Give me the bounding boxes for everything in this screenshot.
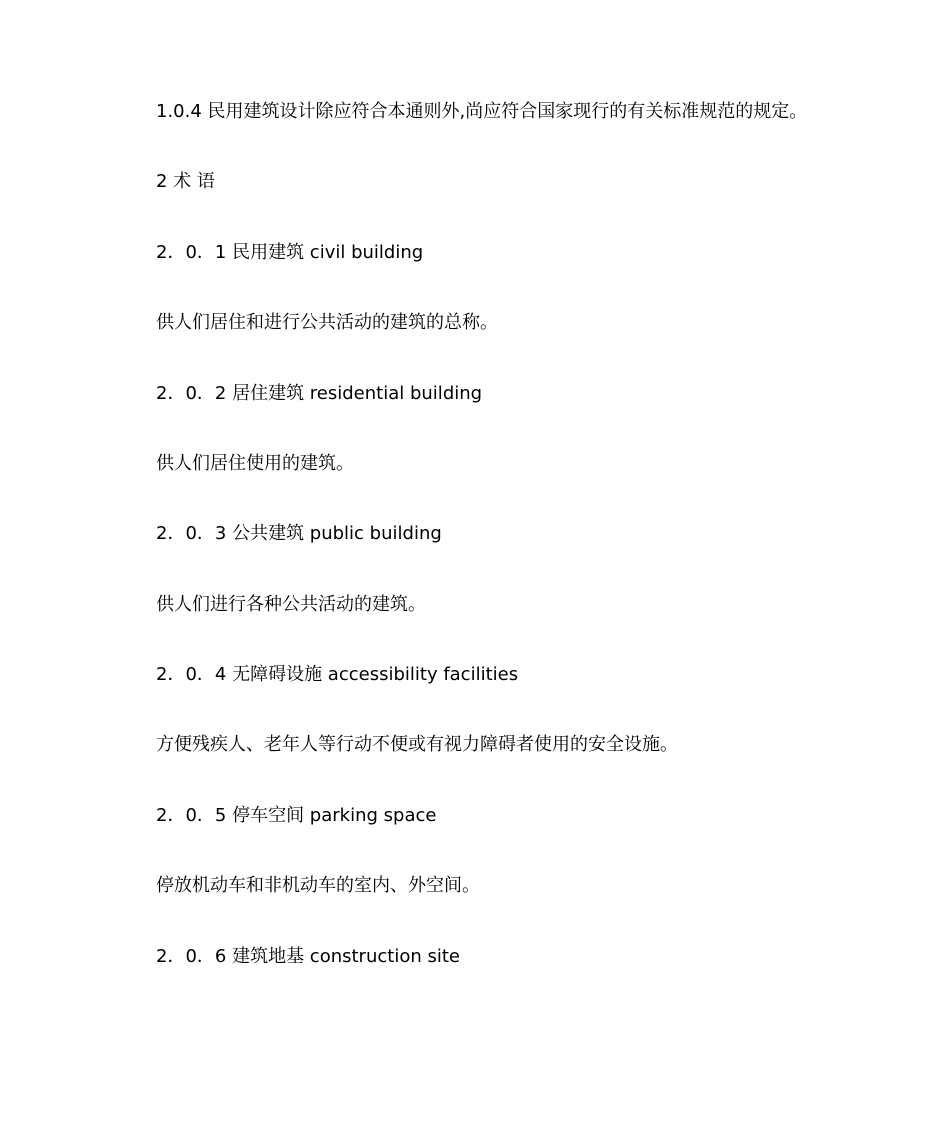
term-2-0-3-heading: 2．0．3 公共建筑 public building bbox=[156, 523, 442, 544]
term-2-0-5-definition: 停放机动车和非机动车的室内、外空间。 bbox=[156, 875, 480, 896]
section-heading-terms: 2 术 语 bbox=[156, 171, 215, 192]
term-2-0-2-definition: 供人们居住使用的建筑。 bbox=[156, 453, 354, 474]
term-2-0-3-definition: 供人们进行各种公共活动的建筑。 bbox=[156, 594, 426, 615]
term-2-0-1-definition: 供人们居住和进行公共活动的建筑的总称。 bbox=[156, 312, 498, 333]
term-2-0-4-definition: 方便残疾人、老年人等行动不便或有视力障碍者使用的安全设施。 bbox=[156, 734, 678, 755]
term-2-0-1-heading: 2．0．1 民用建筑 civil building bbox=[156, 242, 424, 263]
term-2-0-4-heading: 2．0．4 无障碍设施 accessibility facilities bbox=[156, 664, 519, 685]
term-2-0-5-heading: 2．0．5 停车空间 parking space bbox=[156, 805, 437, 826]
clause-1-0-4: 1.0.4 民用建筑设计除应符合本通则外,尚应符合国家现行的有关标准规范的规定。 bbox=[156, 101, 808, 122]
term-2-0-6-heading: 2．0．6 建筑地基 construction site bbox=[156, 946, 460, 967]
term-2-0-2-heading: 2．0．2 居住建筑 residential building bbox=[156, 383, 483, 404]
